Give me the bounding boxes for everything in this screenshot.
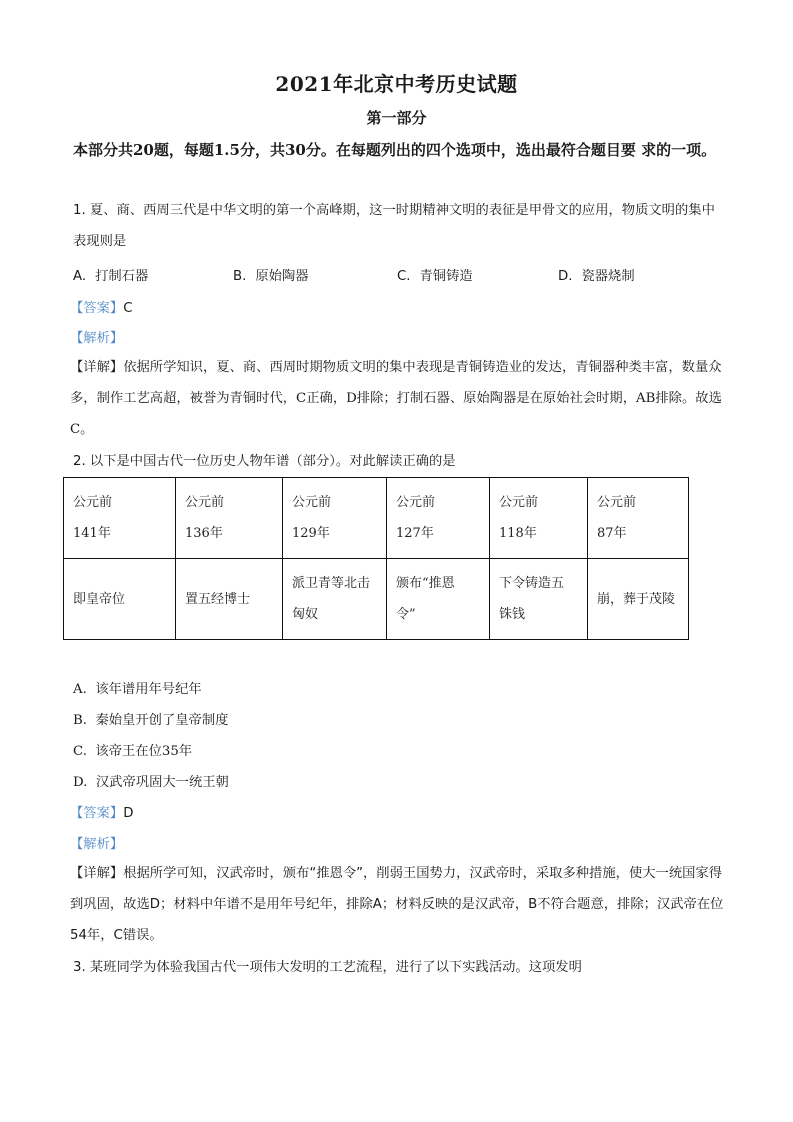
cell-year: 136年: [185, 526, 223, 541]
answer-value: C: [123, 301, 133, 316]
option-text: 原始陶器: [255, 269, 309, 284]
option-letter: C.: [73, 744, 87, 759]
option-letter: A.: [73, 682, 87, 697]
cell-year: 129年: [292, 526, 330, 541]
table-cell: [64, 478, 176, 559]
answer-label: 【答案】: [70, 301, 124, 316]
table-row-years: [64, 478, 689, 559]
cell-event: 即皇帝位: [73, 591, 126, 607]
detail-label: 【详解】: [70, 360, 124, 375]
q1-option-a: [73, 265, 148, 284]
cell-event: 颁布“推恩: [396, 576, 455, 591]
section-title: 第一部分: [366, 109, 427, 127]
chronicle-table: [63, 477, 689, 640]
option-text: 瓷器烧制: [581, 269, 635, 284]
cell-prefix: 公元前: [499, 495, 539, 510]
q2-option-c: [73, 740, 192, 759]
question-text: 某班同学为体验我国古代一项伟大发明的工艺流程，进行了以下实践活动。这项发明: [89, 960, 582, 975]
table-cell: [387, 559, 490, 640]
q2-detail: [70, 858, 725, 951]
table-cell: [283, 478, 387, 559]
cell-event: 置五经博士: [185, 591, 251, 607]
q2-option-d: [73, 771, 229, 790]
q2-analysis: [70, 833, 123, 852]
table-cell: [176, 478, 283, 559]
option-letter: B.: [233, 269, 247, 284]
table-cell: [490, 478, 588, 559]
question-number: 2.: [73, 454, 86, 469]
q1-analysis: [70, 327, 123, 346]
cell-prefix: 公元前: [597, 495, 637, 510]
option-letter: B.: [73, 713, 87, 728]
question-text: 夏、商、西周三代是中华文明的第一个高峰期，这一时期精神文明的表征是甲骨文的应用，物质文明的集中表现则是: [73, 203, 715, 249]
cell-event: 崩，葬于茂陵: [597, 591, 676, 607]
question-2-stem: [73, 446, 723, 477]
q2-option-a: [73, 678, 202, 697]
question-1-stem: [73, 195, 723, 257]
cell-prefix: 公元前: [292, 495, 332, 510]
answer-value: D: [123, 806, 134, 821]
table-cell: [588, 478, 689, 559]
cell-year: 127年: [396, 526, 434, 541]
table-row-events: [64, 559, 689, 640]
q1-answer: [70, 297, 132, 316]
q2-answer: [70, 802, 133, 821]
option-letter: D.: [73, 775, 88, 790]
cell-event: 派卫青等北击: [292, 576, 371, 591]
q1-detail: [70, 352, 725, 445]
option-text: 汉武帝巩固大一统王朝: [95, 775, 229, 790]
analysis-label: 【解析】: [70, 837, 124, 852]
cell-event: 下令铸造五: [499, 576, 565, 591]
table-cell: [588, 559, 689, 640]
cell-prefix: 公元前: [185, 495, 225, 510]
table-cell: [64, 559, 176, 640]
question-number: 3.: [73, 960, 86, 975]
document-title: 2021年北京中考历史试题: [275, 72, 518, 96]
cell-year: 141年: [73, 526, 111, 541]
section-instructions: 本部分共20题，每题1.5分，共30分。在每题列出的四个选项中，选出最符合题目要 求的一项。: [73, 141, 717, 159]
table-cell: [490, 559, 588, 640]
detail-text: 根据所学可知，汉武帝时，颁布“推恩令”，削弱王国势力，汉武帝时，采取多种措施，使大一统国家得到巩固，故选D；材料中年谱不是用年号纪年，排除A；材料反映的是汉武帝，B不符合题意，排除；汉武帝在位54年，C错误。: [70, 866, 724, 943]
cell-year: 118年: [499, 526, 537, 541]
option-text: 青铜铸造: [419, 269, 473, 284]
cell-prefix: 公元前: [396, 495, 436, 510]
option-letter: C.: [397, 269, 411, 284]
cell-year: 87年: [597, 526, 627, 541]
cell-prefix: 公元前: [73, 495, 113, 510]
option-text: 打制石器: [95, 269, 149, 284]
q1-option-c: [397, 265, 473, 284]
q1-option-b: [233, 265, 309, 284]
option-text: 该帝王在位35年: [95, 744, 193, 759]
question-3-stem: [73, 952, 723, 983]
detail-label: 【详解】: [70, 866, 124, 881]
cell-event-cont: 匈奴: [292, 607, 319, 622]
detail-text: 依据所学知识，夏、商、西周时期物质文明的集中表现是青铜铸造业的发达，青铜器种类丰富，数量众多，制作工艺高超，被誉为青铜时代，C正确，D排除；打制石器、原始陶器是在原始社会时期，AB排除。故选C。: [70, 360, 722, 437]
option-letter: A.: [73, 269, 87, 284]
question-text: 以下是中国古代一位历史人物年谱（部分）。对此解读正确的是: [89, 454, 456, 469]
analysis-label: 【解析】: [70, 331, 124, 346]
answer-label: 【答案】: [70, 806, 124, 821]
question-number: 1.: [73, 203, 86, 218]
table-cell: [283, 559, 387, 640]
cell-event-cont: 令”: [396, 607, 416, 622]
q2-option-b: [73, 709, 228, 728]
option-text: 秦始皇开创了皇帝制度: [95, 713, 229, 728]
option-text: 该年谱用年号纪年: [95, 682, 202, 697]
table-cell: [387, 478, 490, 559]
cell-event-cont: 铢钱: [499, 607, 526, 622]
q1-option-d: [558, 265, 635, 284]
table-cell: [176, 559, 283, 640]
option-letter: D.: [558, 269, 573, 284]
